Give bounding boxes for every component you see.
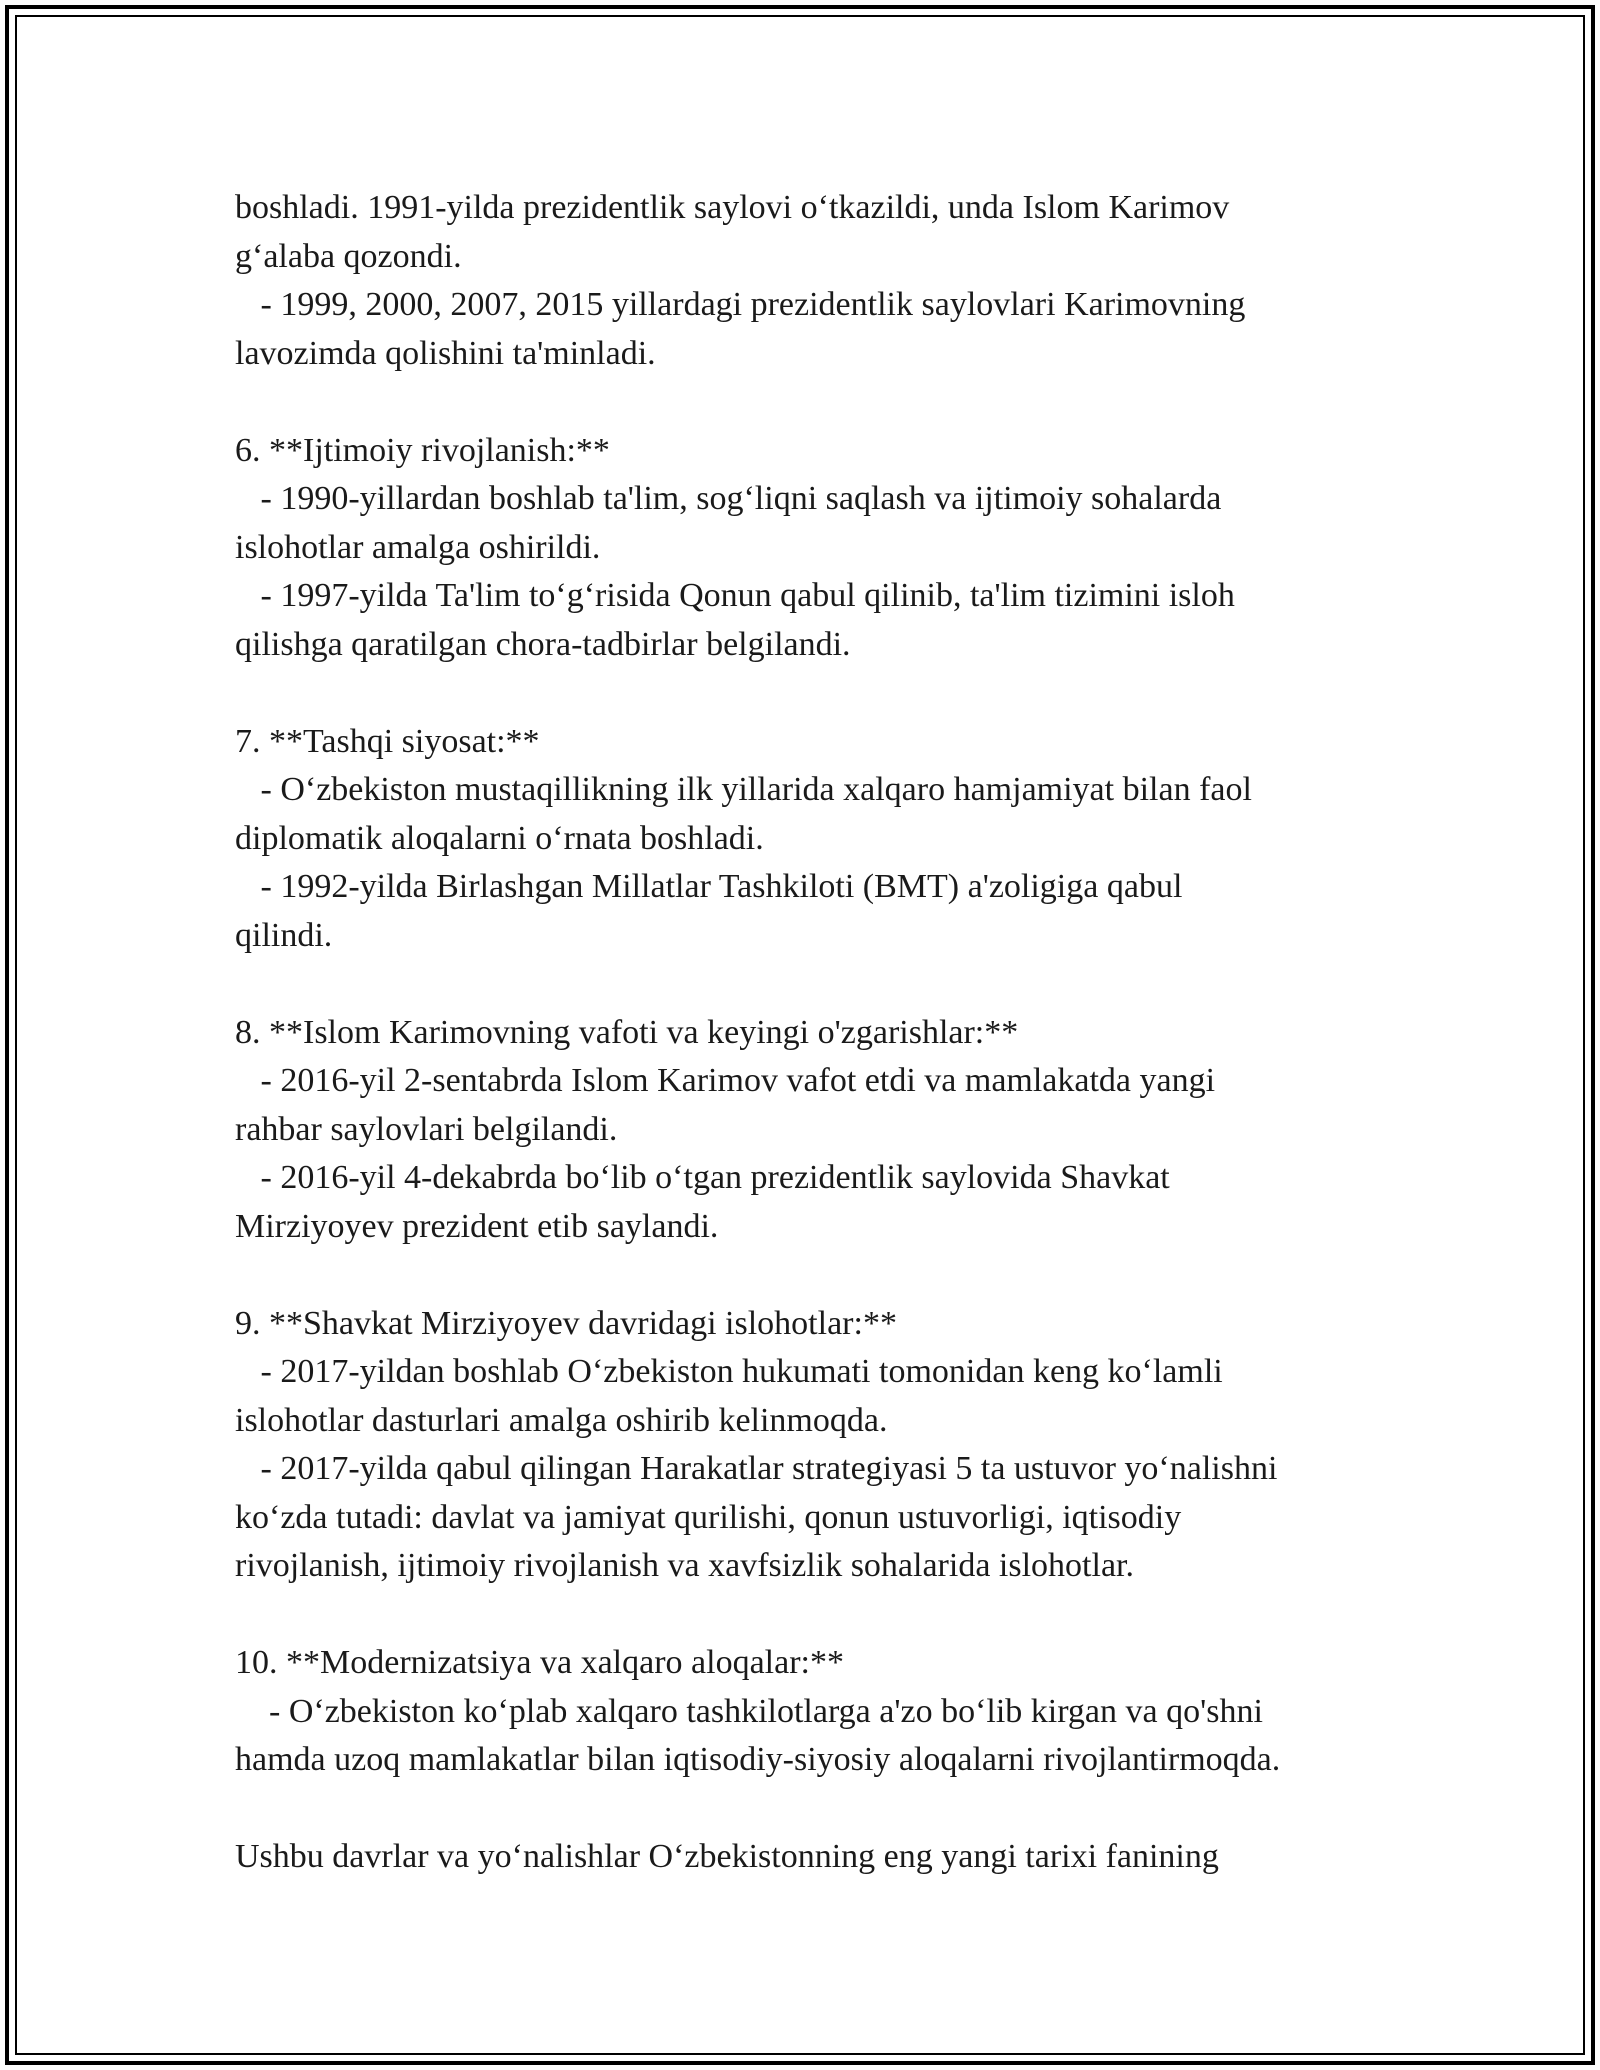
text-line: - 2016-yil 2-sentabrda Islom Karimov vafot etdi va mamlakatda yangi <box>235 1062 1216 1099</box>
text-line: islohotlar amalga oshirildi. <box>235 528 601 566</box>
text-line: diplomatik aloqalarni o‘rnata boshladi. <box>235 819 764 857</box>
text-line: 9. **Shavkat Mirziyoyev davridagi islohotlar:** <box>235 1304 897 1342</box>
blank-line <box>235 669 1415 718</box>
document-body <box>235 184 1415 1882</box>
text-line: - 1992-yilda Birlashgan Millatlar Tashkiloti (BMT) a'zoligiga qabul <box>235 868 1183 905</box>
text-line: - 2017-yildan boshlab O‘zbekiston hukumati tomonidan keng ko‘lamli <box>235 1353 1223 1390</box>
text-line: lavozimda qolishini ta'minladi. <box>235 334 656 372</box>
section-heading <box>235 1009 1415 1058</box>
blank-line <box>235 1251 1415 1300</box>
section-heading <box>235 427 1415 476</box>
text-line: boshladi. 1991-yilda prezidentlik saylovi o‘tkazildi, unda Islom Karimov <box>235 189 1230 226</box>
text-line: - O‘zbekiston mustaqillikning ilk yillarida xalqaro hamjamiyat bilan faol <box>235 771 1252 808</box>
text-line: Ushbu davrlar va yo‘nalishlar O‘zbekistonning eng yangi tarixi fanining <box>235 1838 1219 1875</box>
text-line: 6. **Ijtimoiy rivojlanish:** <box>235 431 610 469</box>
text-line: - 2016-yil 4-dekabrda bo‘lib o‘tgan prezidentlik saylovida Shavkat <box>235 1159 1170 1196</box>
text-line: qilindi. <box>235 916 333 954</box>
bullet-item <box>235 1348 1415 1445</box>
text-line: islohotlar dasturlari amalga oshirib kelinmoqda. <box>235 1401 888 1439</box>
text-line: 7. **Tashqi siyosat:** <box>235 722 540 760</box>
text-line: hamda uzoq mamlakatlar bilan iqtisodiy-siyosiy aloqalarni rivojlantirmoqda. <box>235 1741 1281 1778</box>
paragraph <box>235 184 1415 281</box>
bullet-item <box>235 1057 1415 1154</box>
bullet-item <box>235 1154 1415 1251</box>
text-line: - 1997-yilda Ta'lim to‘g‘risida Qonun qabul qilinib, ta'lim tizimini isloh <box>235 577 1235 614</box>
text-line: Mirziyoyev prezident etib saylandi. <box>235 1207 719 1245</box>
section-heading <box>235 1639 1415 1688</box>
text-line: 8. **Islom Karimovning vafoti va keyingi o'zgarishlar:** <box>235 1013 1019 1051</box>
bullet-item <box>235 572 1415 669</box>
bullet-item <box>235 863 1415 960</box>
text-line: qilishga qaratilgan chora-tadbirlar belgilandi. <box>235 625 851 663</box>
section-heading <box>235 1300 1415 1349</box>
text-line: - O‘zbekiston ko‘plab xalqaro tashkilotlarga a'zo bo‘lib kirgan va qo'shni <box>235 1692 1263 1730</box>
bullet-item <box>235 1688 1415 1785</box>
text-line: 10. **Modernizatsiya va xalqaro aloqalar:** <box>235 1644 844 1681</box>
text-line: - 1999, 2000, 2007, 2015 yillardagi prezidentlik saylovlari Karimovning <box>235 286 1246 323</box>
blank-line <box>235 1591 1415 1640</box>
bullet-item <box>235 475 1415 572</box>
text-line: rahbar saylovlari belgilandi. <box>235 1110 618 1148</box>
bullet-item <box>235 1445 1415 1591</box>
text-line: ko‘zda tutadi: davlat va jamiyat qurilishi, qonun ustuvorligi, iqtisodiy <box>235 1498 1182 1536</box>
blank-line <box>235 1785 1415 1834</box>
bullet-item <box>235 766 1415 863</box>
blank-line <box>235 960 1415 1009</box>
bullet-item <box>235 281 1415 378</box>
text-line: - 2017-yilda qabul qilingan Harakatlar strategiyasi 5 ta ustuvor yo‘nalishni <box>235 1450 1278 1487</box>
blank-line <box>235 378 1415 427</box>
paragraph <box>235 1833 1415 1882</box>
text-line: g‘alaba qozondi. <box>235 237 462 275</box>
text-line: - 1990-yillardan boshlab ta'lim, sog‘liqni saqlash va ijtimoiy sohalarda <box>235 480 1222 517</box>
section-heading <box>235 718 1415 767</box>
text-line: rivojlanish, ijtimoiy rivojlanish va xavfsizlik sohalarida islohotlar. <box>235 1547 1134 1584</box>
